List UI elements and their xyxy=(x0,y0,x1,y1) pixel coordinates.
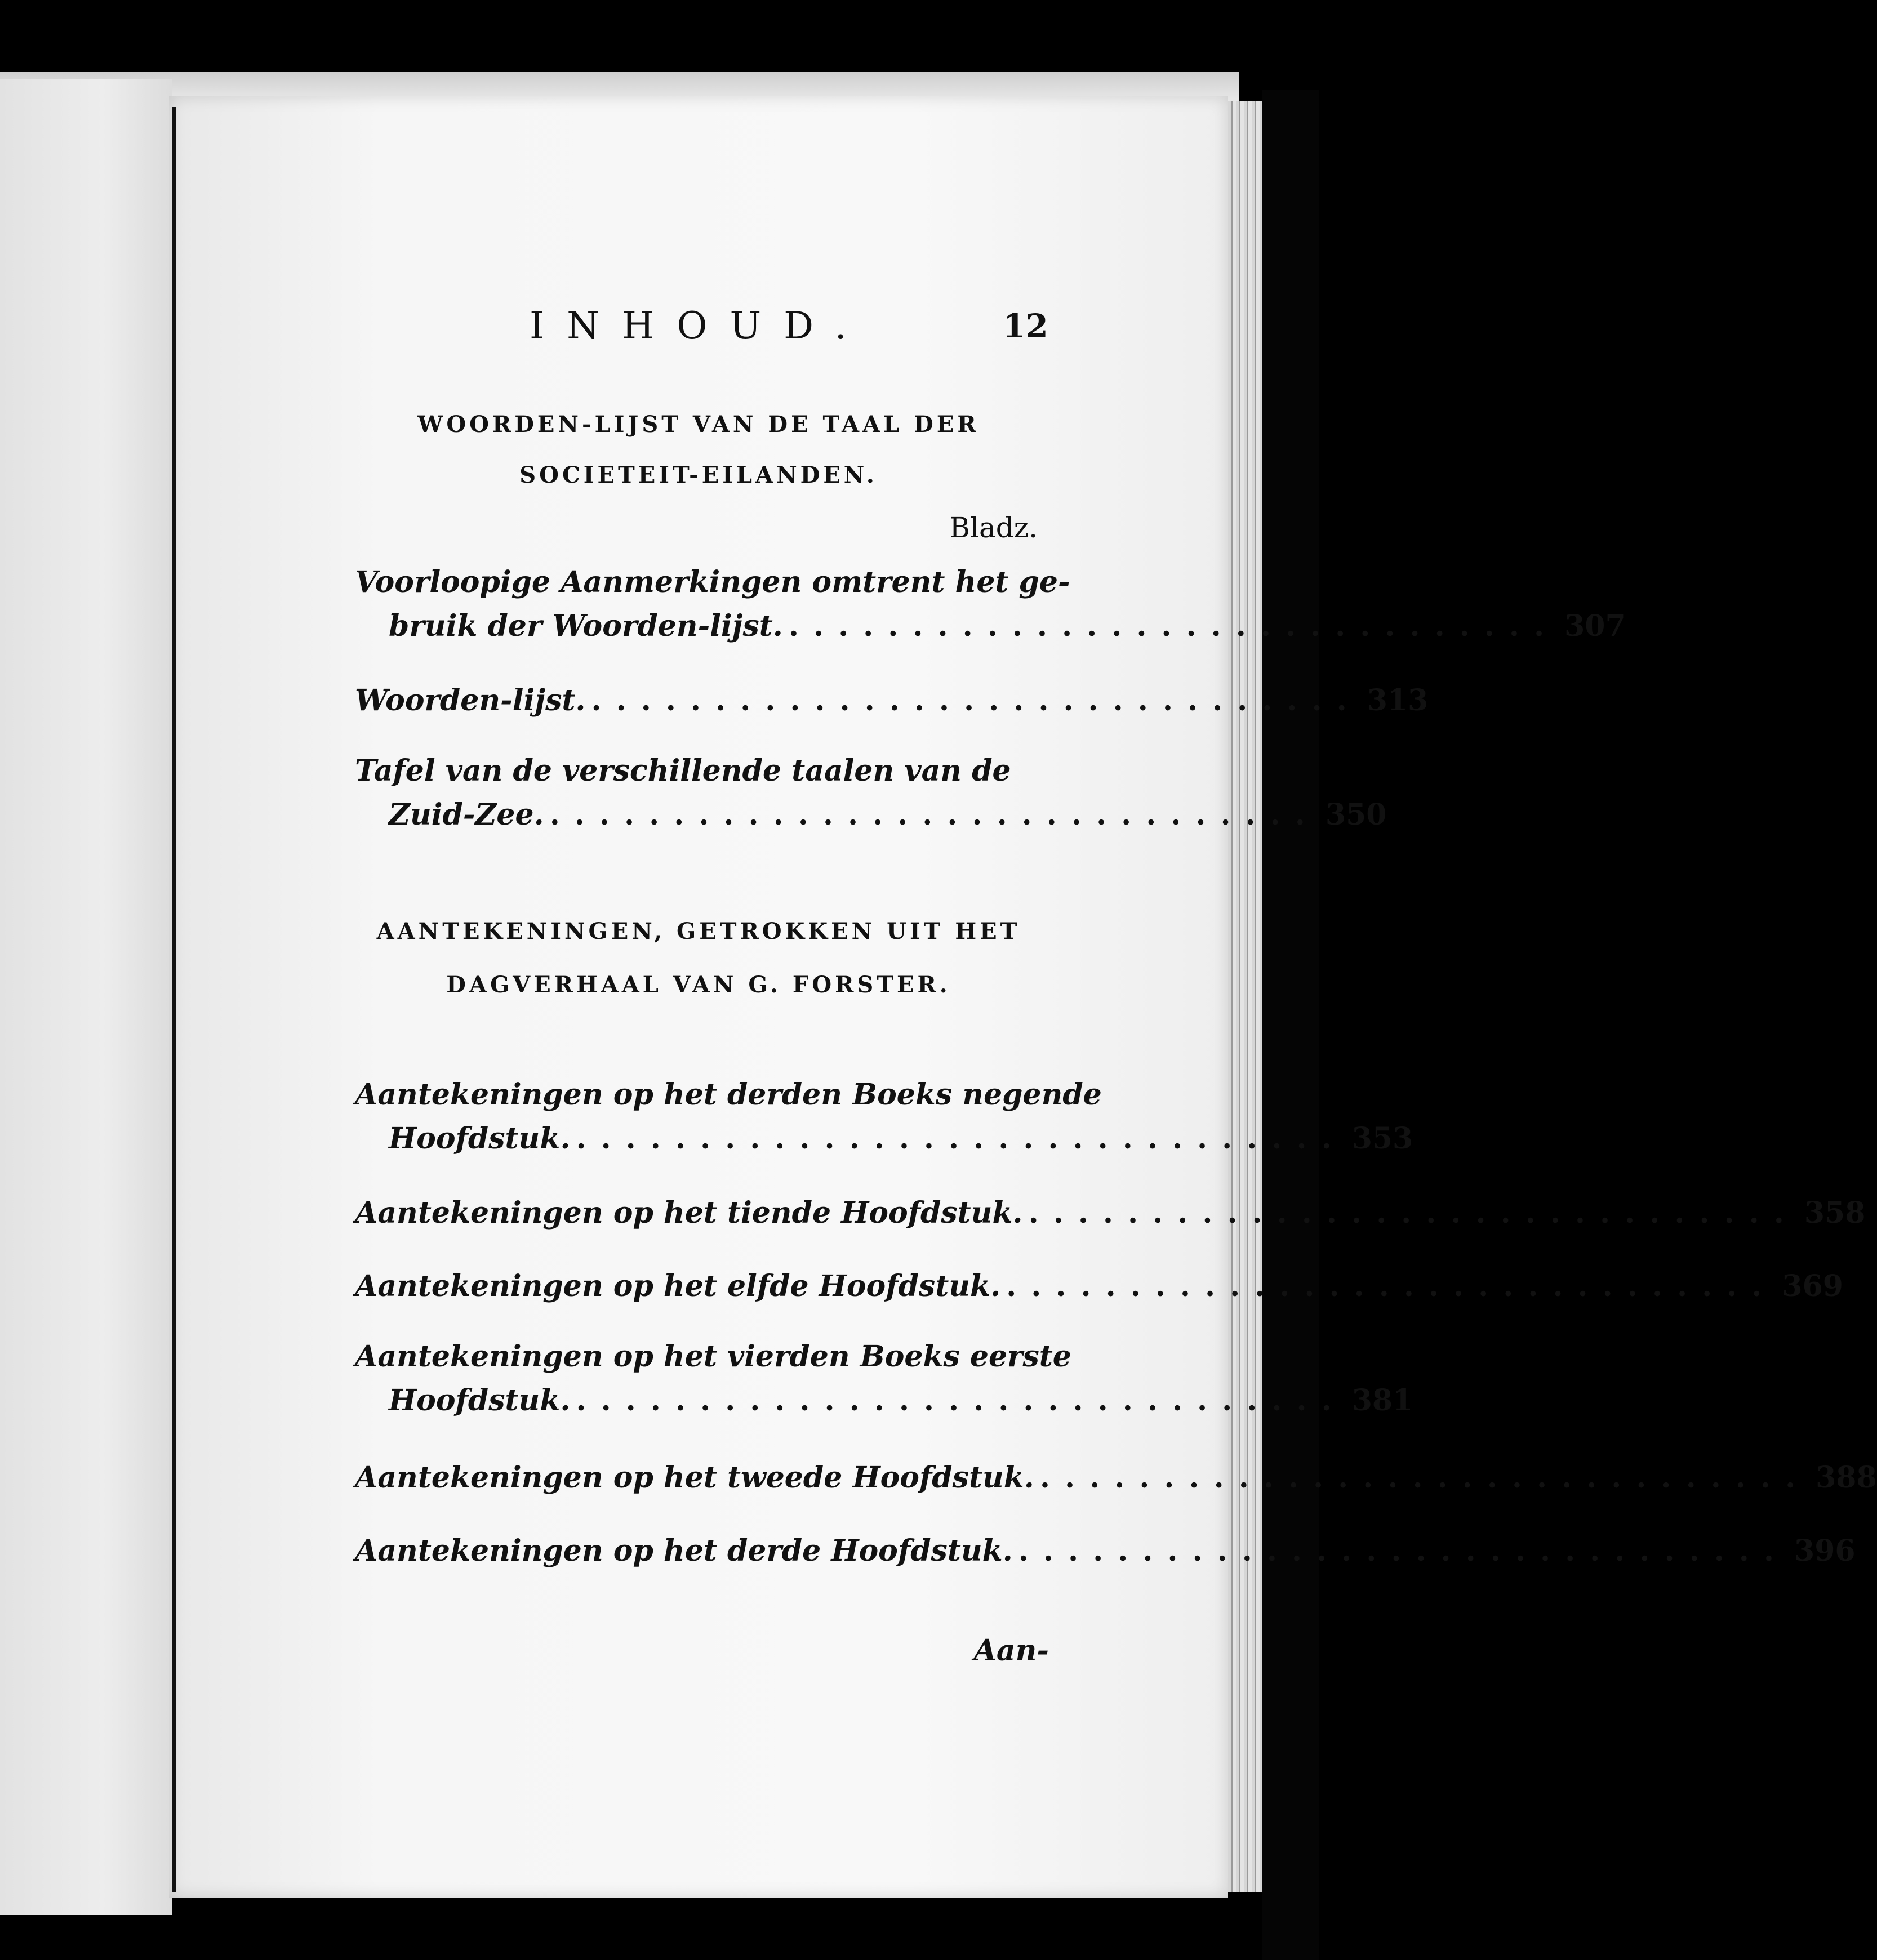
toc-page-number: 381 xyxy=(1351,1383,1413,1418)
toc-entry-line1: Aantekeningen op het derden Boeks negende xyxy=(355,1077,1102,1112)
gutter-line xyxy=(172,107,176,1892)
toc-page-number: 307 xyxy=(1564,609,1626,643)
section1-title-line2: SOCIETEIT-EILANDEN. xyxy=(519,462,878,488)
toc-page-number: 369 xyxy=(1782,1269,1843,1303)
toc-page-number: 350 xyxy=(1325,798,1387,832)
toc-entry-text: Aantekeningen op het derde Hoofdstuk. xyxy=(355,1534,1013,1568)
leader-dots: ............................... xyxy=(576,1121,1346,1156)
toc-page-number: 313 xyxy=(1367,683,1429,718)
toc-entry xyxy=(355,679,1429,723)
toc-entry-line1: Tafel van de verschillende taalen van de xyxy=(355,754,1011,788)
toc-entry-line1: Aantekeningen op het vierden Boeks eerste xyxy=(355,1339,1071,1374)
leader-dots: ............................... xyxy=(576,1383,1346,1418)
toc-entry xyxy=(355,749,1387,837)
toc-entry xyxy=(355,1073,1413,1161)
toc-page-number: 358 xyxy=(1804,1196,1866,1230)
binding-shadow xyxy=(1262,90,1319,1960)
toc-entry xyxy=(355,560,1626,648)
toc-entry xyxy=(355,1529,1856,1573)
leader-dots: ............................... xyxy=(1028,1196,1799,1230)
toc-entry-line2: Hoofdstuk. xyxy=(389,1383,571,1418)
toc-entry xyxy=(355,1335,1413,1423)
toc-entry xyxy=(355,1456,1877,1500)
section2-title-line2: DAGVERHAAL VAN G. FORSTER. xyxy=(446,972,951,998)
toc-entry xyxy=(355,1264,1843,1308)
bladz-label: Bladz. xyxy=(949,511,1038,544)
leader-dots: ............................... xyxy=(591,683,1362,718)
toc-entry-text: Aantekeningen op het elfde Hoofdstuk. xyxy=(355,1269,1001,1303)
toc-entry-line1: Voorloopige Aanmerkingen omtrent het ge- xyxy=(355,565,1070,599)
page-edges xyxy=(1228,101,1262,1892)
page-number: 12 xyxy=(1003,307,1048,345)
section1-title-line1: WOORDEN-LIJST VAN DE TAAL DER xyxy=(417,411,980,438)
leader-dots: ............................... xyxy=(1039,1460,1811,1495)
catchword: Aan- xyxy=(973,1633,1049,1668)
toc-entry-line2: Zuid-Zee. xyxy=(389,798,544,832)
toc-page-number: 388 xyxy=(1816,1460,1877,1495)
toc-entry-text: Aantekeningen op het tweede Hoofdstuk. xyxy=(355,1460,1034,1495)
leader-dots: ............................... xyxy=(788,609,1559,643)
running-head: INHOUD. xyxy=(530,304,869,348)
toc-entry-line2: Hoofdstuk. xyxy=(389,1121,571,1156)
section2-title-line1: AANTEKENINGEN, GETROKKEN UIT HET xyxy=(376,918,1021,945)
leader-dots: ............................... xyxy=(1006,1269,1777,1303)
toc-entry xyxy=(355,1191,1866,1235)
left-page-leaf xyxy=(0,79,172,1915)
toc-page-number: 353 xyxy=(1351,1121,1413,1156)
leader-dots: ............................... xyxy=(549,798,1320,832)
toc-page-number: 396 xyxy=(1794,1534,1856,1568)
toc-entry-text: Woorden-lijst. xyxy=(355,683,586,718)
toc-entry-line2: bruik der Woorden-lijst. xyxy=(389,609,783,643)
leader-dots: ............................... xyxy=(1018,1534,1789,1568)
toc-entry-text: Aantekeningen op het tiende Hoofdstuk. xyxy=(355,1196,1023,1230)
